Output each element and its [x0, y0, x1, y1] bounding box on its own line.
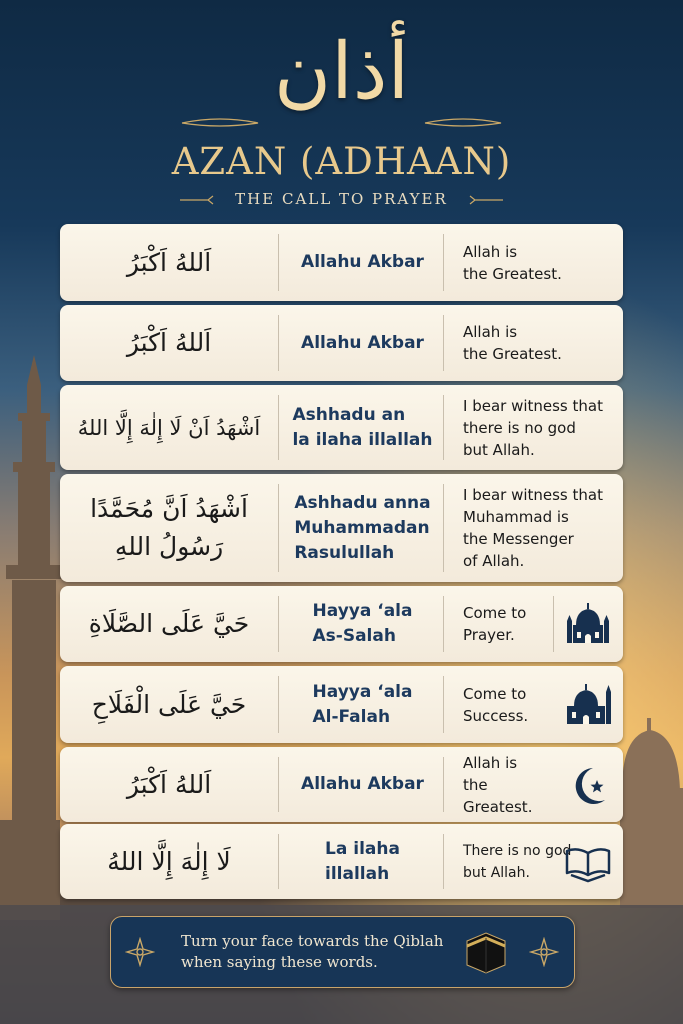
transliteration: Allahu Akbar	[301, 332, 424, 353]
mosque-minaret-icon	[563, 680, 613, 730]
arabic-text: لَا إِلٰهَ إِلَّا اللهُ	[107, 846, 231, 876]
divider	[443, 234, 444, 291]
arabic-text: حَيَّ عَلَى الصَّلَاةِ	[88, 609, 250, 638]
arabic-text: اَشْهَدُ اَنْ لَا إِلٰهَ إِلَّا اللهُ	[77, 415, 261, 440]
meaning: Allah is the Greatest.	[463, 242, 562, 283]
meaning: I bear witness that there is no god but Allah.	[463, 396, 603, 459]
arabic-text: اَشْهَدُ اَنَّ مُحَمَّدًا رَسُولُ اللهِ	[90, 494, 248, 561]
transliteration: Hayya ‘ala Al-Falah	[312, 681, 413, 727]
list-item	[60, 474, 623, 582]
subtitle-right-flourish-icon	[467, 193, 505, 207]
meaning: I bear witness that Muhammad is the Messenger of Allah.	[463, 486, 603, 570]
meaning: Allah is the Greatest.	[463, 753, 533, 816]
arabic-title: أذان	[273, 27, 410, 117]
divider	[278, 757, 279, 812]
arabic-text: اَللهُ اَكْبَرُ	[126, 247, 212, 277]
transliteration: Hayya ‘ala As-Salah	[312, 601, 413, 646]
crescent-star-icon	[563, 760, 613, 810]
kaaba-icon	[463, 929, 509, 975]
divider	[278, 484, 279, 572]
right-flourish-icon	[423, 113, 503, 133]
quran-icon	[563, 837, 613, 887]
left-flourish-icon	[180, 113, 260, 133]
ornament-icon	[529, 937, 559, 967]
list-item	[60, 305, 623, 381]
transliteration: Ashhadu anna Muhammadan Rasulullah	[294, 492, 431, 563]
subtitle: THE CALL TO PRAYER	[235, 190, 448, 208]
divider	[278, 596, 279, 652]
divider	[443, 676, 444, 733]
list-item	[60, 586, 623, 662]
ornament-icon	[125, 937, 155, 967]
qiblah-instruction: Turn your face towards the Qiblah when saying these words.	[181, 932, 444, 971]
arabic-text: اَللهُ اَكْبَرُ	[126, 328, 212, 357]
transliteration: La ilaha illallah	[325, 838, 400, 884]
transliteration: Allahu Akbar	[301, 774, 424, 794]
header	[0, 0, 683, 220]
meaning: There is no god but Allah.	[463, 842, 572, 881]
list-item	[60, 224, 623, 301]
meaning: Come to Success.	[463, 684, 529, 725]
divider	[443, 596, 444, 652]
divider	[443, 315, 444, 371]
divider	[278, 834, 279, 889]
arabic-text: اَللهُ اَكْبَرُ	[126, 769, 212, 799]
divider	[443, 834, 444, 889]
meaning: Come to Prayer.	[463, 604, 527, 644]
arabic-text: حَيَّ عَلَى الْفَلَاحِ	[91, 689, 247, 719]
transliteration: Ashhadu an la ilaha illallah	[292, 404, 433, 450]
transliteration: Allahu Akbar	[301, 252, 424, 272]
qiblah-tip-banner	[110, 916, 575, 988]
divider	[278, 315, 279, 371]
divider	[443, 395, 444, 460]
list-item	[60, 747, 623, 822]
divider	[278, 676, 279, 733]
divider	[553, 596, 554, 652]
divider	[278, 234, 279, 291]
divider	[443, 484, 444, 572]
divider	[278, 395, 279, 460]
english-title: AZAN (ADHAAN)	[171, 140, 512, 183]
list-item	[60, 666, 623, 743]
list-item	[60, 385, 623, 470]
meaning: Allah is the Greatest.	[463, 323, 562, 363]
list-item	[60, 824, 623, 899]
divider	[443, 757, 444, 812]
mosque-icon	[563, 599, 613, 649]
